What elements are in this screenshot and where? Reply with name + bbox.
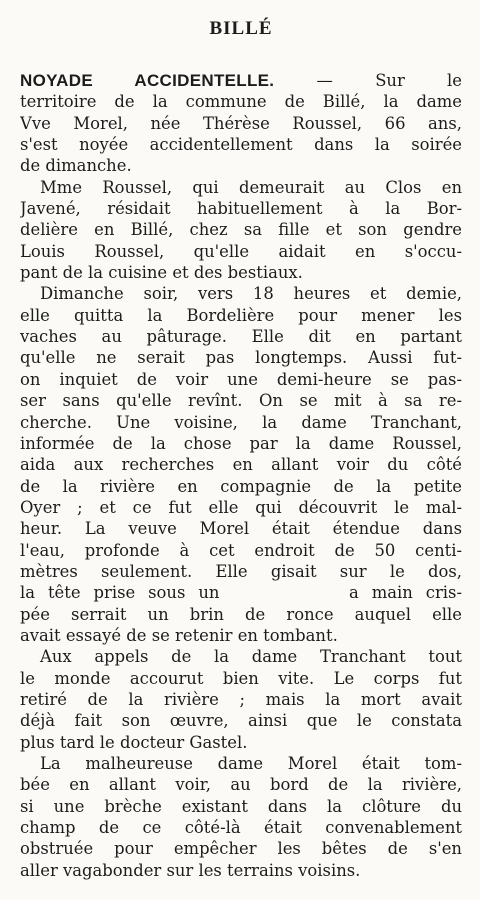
article-body (20, 70, 462, 881)
town-heading: BILLÉ (209, 18, 273, 39)
article-line: bée en allant voir, au bord de la rivière, (20, 775, 462, 795)
article-paragraph (20, 753, 462, 881)
article-line: vaches au pâturage. Elle dit en partant (20, 327, 462, 347)
article-line: la tête prise sous un a main cris- (20, 583, 462, 603)
article-line: l'eau, profonde à cet endroit de 50 centi- (20, 540, 462, 560)
article-line: de dimanche. (20, 156, 132, 176)
article-paragraph (20, 646, 462, 753)
article-line: avait essayé de se retenir en tombant. (20, 625, 338, 645)
article-line: delière en Billé, chez sa fille et son gendre (20, 220, 462, 240)
article-kicker: NOYADE ACCIDENTELLE. (20, 71, 275, 90)
article-line: informée de la chose par la dame Roussel, (20, 433, 462, 453)
article-paragraph (20, 283, 462, 646)
article-line: aller vagabonder sur les terrains voisins. (20, 860, 361, 880)
article-line: ser sans qu'elle revînt. On se mit à sa re- (20, 391, 462, 411)
article-line: Oyer ; et ce fut elle qui découvrit le mal- (20, 497, 462, 517)
article-line: de la rivière en compagnie de la petite (20, 476, 462, 496)
article-line: cherche. Une voisine, la dame Tranchant, (20, 412, 462, 432)
article-line: La malheureuse dame Morel était tom- (40, 754, 462, 773)
article-line: elle quitta la Bordelière pour mener les (20, 305, 462, 325)
article-line: le monde accourut bien vite. Le corps fut (20, 668, 462, 688)
article-paragraph (20, 177, 462, 284)
article-line: Javené, résidait habituellement à la Bor- (20, 199, 462, 219)
article-line: mètres seulement. Elle gisait sur le dos, (20, 561, 462, 581)
article-line: s'est noyée accidentellement dans la soirée (20, 135, 462, 155)
article-line: retiré de la rivière ; mais la mort avait (20, 689, 462, 709)
article-line: plus tard le docteur Gastel. (20, 732, 248, 752)
article-line: heur. La veuve Morel était étendue dans (20, 519, 462, 539)
article-line: obstruée pour empêcher les bêtes de s'en (20, 839, 462, 859)
article-line: Aux appels de la dame Tranchant tout (40, 647, 462, 667)
article-line: Mme Roussel, qui demeurait au Clos en (40, 177, 462, 197)
newspaper-column (20, 18, 462, 881)
article-line: pant de la cuisine et des bestiaux. (20, 263, 303, 283)
article-line: pée serrait un brin de ronce auquel elle (20, 604, 462, 624)
article-line: aida aux recherches en allant voir du côté (20, 455, 462, 475)
article-line: territoire de la commune de Billé, la dame (20, 92, 462, 112)
article-line: NOYADE ACCIDENTELLE. — Sur le (20, 71, 462, 90)
article-line: Dimanche soir, vers 18 heures et demie, (40, 284, 462, 304)
article-line: Louis Roussel, qu'elle aidait en s'occu- (20, 241, 462, 261)
article-line: on inquiet de voir une demi-heure se pas- (20, 369, 462, 389)
article-line: déjà fait son œuvre, ainsi que le constata (20, 711, 462, 731)
article-line: qu'elle ne serait pas longtemps. Aussi fut- (20, 348, 462, 368)
article-line: champ de ce côté-là était convenablement (20, 818, 462, 838)
article-line: si une brèche existant dans la clôture du (20, 796, 462, 816)
article-paragraph (20, 70, 462, 177)
article-line: Vve Morel, née Thérèse Roussel, 66 ans, (20, 113, 462, 133)
